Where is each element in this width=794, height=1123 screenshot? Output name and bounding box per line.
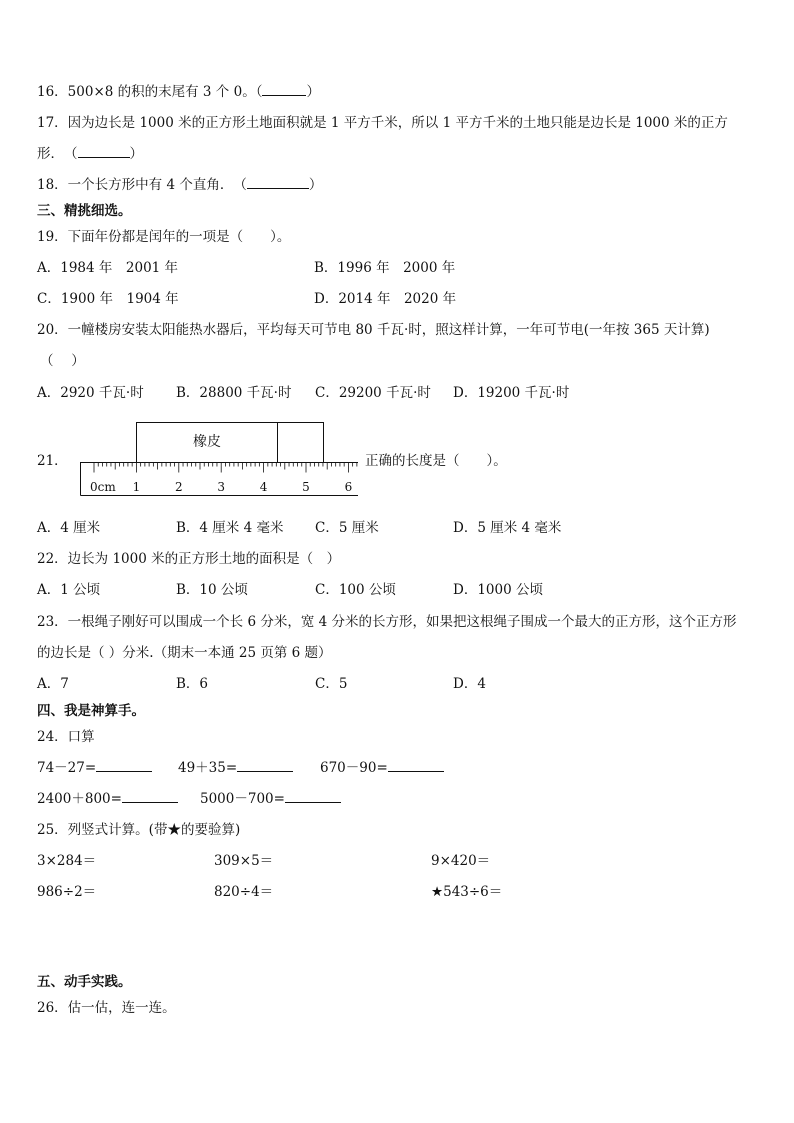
q20-paren: （ ） (40, 353, 85, 369)
q19-option-a[interactable]: A．1984 年 2001 年 (37, 260, 179, 276)
question-23-line2: 的边长是（ ）分米.（期末一本通 25 页第 6 题） (37, 645, 332, 661)
ruler-tick-label: 3 (217, 480, 226, 494)
ruler-tick-label: 1 (132, 480, 141, 494)
question-24-title: 24．口算 (37, 729, 95, 745)
ruler-tick-label: 2 (174, 480, 183, 494)
q22-option-d[interactable]: D．1000 公顷 (453, 582, 543, 598)
question-17-line2 (37, 144, 143, 164)
q25-expr-6: ★543÷6＝ (431, 884, 503, 900)
question-16 (37, 82, 320, 102)
q24-expr-2-text: 49＋35= (178, 760, 238, 776)
question-20-stem: 20．一幢楼房安装太阳能热水器后，平均每天可节电 80 千瓦·时，照这样计算，一年可节电(一年按 365 天计算) (37, 322, 710, 338)
q22-option-a[interactable]: A．1 公顷 (37, 582, 101, 598)
question-19-stem: 19．下面年份都是闰年的一项是（ ）。 (37, 229, 291, 245)
q23-option-c[interactable]: C．5 (315, 676, 348, 692)
ruler-tick-label: 5 (302, 480, 310, 494)
q24-expr-5 (200, 789, 341, 809)
q16-text: 16．500×8 的积的末尾有 3 个 0。（ (37, 84, 263, 100)
q24-answer-blank-2[interactable] (237, 758, 293, 772)
q24-expr-2 (178, 758, 293, 778)
q21-tail: 正确的长度是（ ）。 (365, 453, 507, 469)
q24-expr-4-text: 2400＋800= (37, 791, 122, 807)
q24-expr-1 (37, 758, 152, 778)
q19-option-c[interactable]: C．1900 年 1904 年 (37, 291, 179, 307)
ruler-tick-label: 6 (344, 480, 353, 494)
question-26: 26．估一估，连一连。 (37, 1000, 176, 1016)
q21-option-a[interactable]: A．4 厘米 (37, 520, 101, 536)
eraser-box (137, 423, 324, 463)
q21-option-b[interactable]: B．4 厘米 4 毫米 (176, 520, 284, 536)
section-5-heading: 五、动手实践。 (37, 974, 132, 990)
q17-answer-blank[interactable] (78, 144, 130, 158)
q20-option-c[interactable]: C．29200 千瓦·时 (315, 385, 431, 401)
q24-expr-3-text: 670－90= (320, 760, 388, 776)
question-17-line1: 17．因为边长是 1000 米的正方形土地面积就是 1 平方千米，所以 1 平方千米的土地只能是边长是 1000 米的正方 (37, 115, 728, 131)
q20-option-a[interactable]: A．2920 千瓦·时 (37, 385, 144, 401)
question-23-line1: 23．一根绳子刚好可以围成一个长 6 分米，宽 4 分米的长方形，如果把这根绳子围成一个最大的正方形，这个正方形 (37, 614, 737, 630)
section-3-heading: 三、精挑细选。 (37, 203, 132, 219)
ruler-diagram (80, 421, 370, 499)
q23-option-a[interactable]: A．7 (37, 676, 69, 692)
q24-expr-5-text: 5000－700= (200, 791, 285, 807)
q21-option-d[interactable]: D．5 厘米 4 毫米 (453, 520, 562, 536)
q18-end: ） (308, 177, 323, 193)
q24-answer-blank-3[interactable] (388, 758, 444, 772)
q23-option-b[interactable]: B．6 (176, 676, 209, 692)
q22-option-c[interactable]: C．100 公顷 (315, 582, 396, 598)
q25-expr-5: 820÷4＝ (214, 884, 274, 900)
section-4-heading: 四、我是神算手。 (37, 703, 145, 719)
q18-answer-blank[interactable] (247, 175, 309, 189)
q18-text: 18．一个长方形中有 4 个直角． （ (37, 177, 247, 193)
q16-answer-blank[interactable] (262, 82, 306, 96)
q17-end: ） (129, 146, 143, 162)
eraser-label: 橡皮 (193, 434, 221, 450)
q24-answer-blank-4[interactable] (122, 789, 178, 803)
question-18 (37, 175, 322, 195)
q24-expr-3 (320, 758, 444, 778)
q20-option-d[interactable]: D．19200 千瓦·时 (453, 385, 570, 401)
q20-option-b[interactable]: B．28800 千瓦·时 (176, 385, 292, 401)
question-22-stem: 22．边长为 1000 米的正方形土地的面积是（ ） (37, 551, 341, 567)
q25-expr-2: 309×5＝ (214, 853, 274, 869)
q24-answer-blank-1[interactable] (96, 758, 152, 772)
q25-expr-4: 986÷2＝ (37, 884, 97, 900)
q22-option-b[interactable]: B．10 公顷 (176, 582, 248, 598)
q17-text: 形． （ (37, 146, 78, 162)
q24-expr-1-text: 74－27= (37, 760, 97, 776)
q25-expr-3: 9×420＝ (431, 853, 491, 869)
q16-end: ） (306, 84, 320, 100)
q21-number: 21． (37, 453, 68, 469)
ruler-tick-label: 0cm (90, 480, 116, 494)
q19-option-d[interactable]: D．2014 年 2020 年 (314, 291, 457, 307)
ruler-tick-label: 4 (259, 480, 268, 494)
q19-option-b[interactable]: B．1996 年 2000 年 (314, 260, 456, 276)
q24-expr-4 (37, 789, 178, 809)
q23-option-d[interactable]: D．4 (453, 676, 486, 692)
question-25-title: 25．列竖式计算。(带★的要验算) (37, 822, 241, 838)
q21-option-c[interactable]: C．5 厘米 (315, 520, 379, 536)
q25-expr-1: 3×284＝ (37, 853, 97, 869)
q24-answer-blank-5[interactable] (285, 789, 341, 803)
